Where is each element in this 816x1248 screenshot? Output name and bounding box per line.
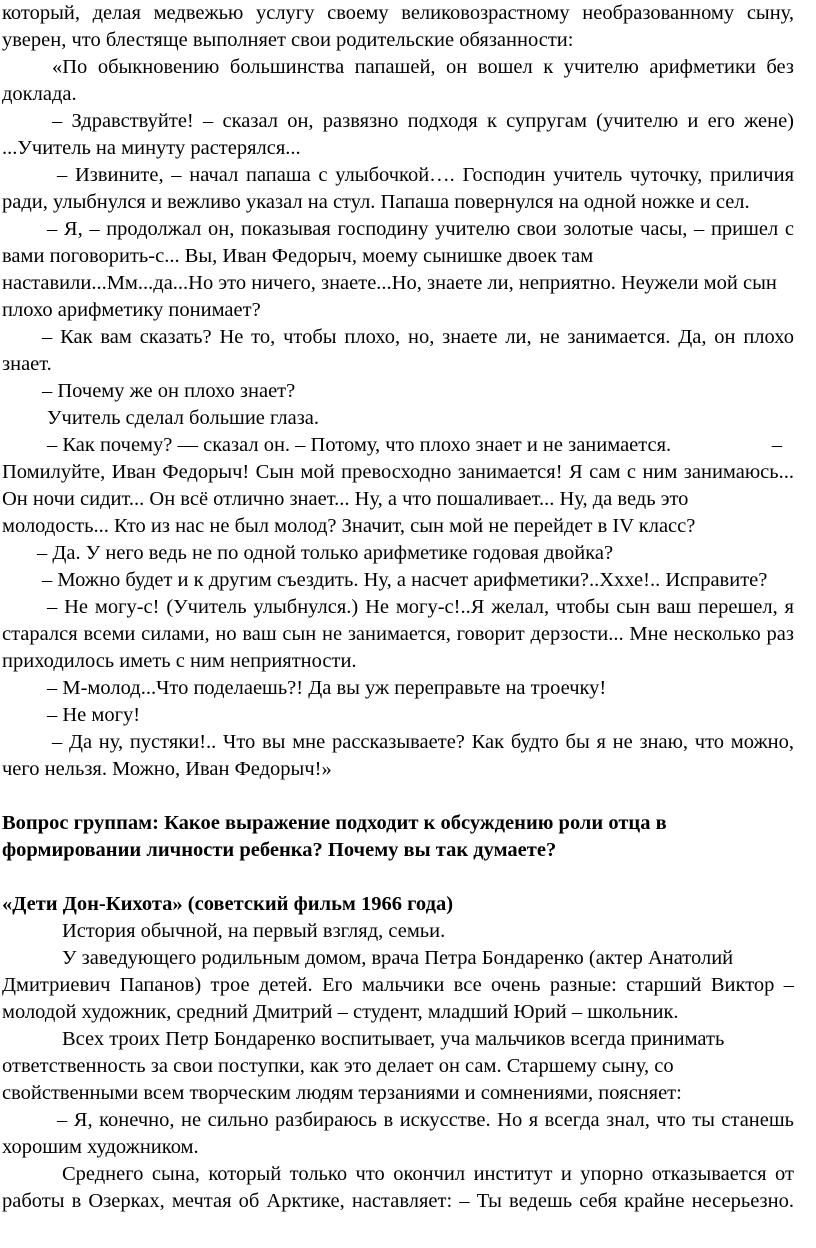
text-line: ...Учитель на минуту растерялся... xyxy=(2,137,301,159)
text-line: молодость... Кто из нас не был молод? Значит, сын мой не перейдет в IV класс? xyxy=(2,515,696,537)
text-line: работы в Озерках, мечтая об Арктике, наставляет: – Ты ведешь себя крайне несерьезно. xyxy=(2,1190,794,1212)
text-line: свойственными всем творческим людям терзаниями и сомнениями, поясняет: xyxy=(2,1082,682,1104)
text-line: наставили...Мм...да...Но это ничего, знаете...Но, знаете ли, неприятно. Неужели мой сын xyxy=(2,272,777,294)
text-line: молодой художник, средний Дмитрий – студент, младший Юрий – школьник. xyxy=(2,1001,679,1023)
section-heading: Вопрос группам: Какое выражение подходит к обсуждению роли отца в xyxy=(2,812,667,834)
text-line: который, делая медвежью услугу своему великовозрастному необразованному сыну, xyxy=(2,2,794,24)
text-line: формировании личности ребенка? Почему вы так думаете? xyxy=(2,839,557,861)
text-line: знает. xyxy=(2,353,52,375)
text-line: – Здравствуйте! – сказал он, развязно подходя к супругам (учителю и его жене) xyxy=(52,110,794,132)
text-line: У заведующего родильным домом, врача Петра Бондаренко (актер Анатолий xyxy=(62,947,734,969)
text-line: плохо арифметику понимает? xyxy=(2,299,261,321)
text-line: Среднего сына, который только что окончил институт и упорно отказывается от xyxy=(62,1163,794,1185)
text-line: – Можно будет и к другим съездить. Ну, а насчет арифметики?..Хххе!.. Исправите? xyxy=(42,569,768,591)
text-line xyxy=(2,432,794,459)
text-line: доклада. xyxy=(2,83,77,105)
text-line: – Как вам сказать? Не то, чтобы плохо, но, знаете ли, не занимается. Да, он плохо xyxy=(42,326,794,348)
text-line: – Не могу! xyxy=(47,704,141,726)
text-line: – Почему же он плохо знает? xyxy=(42,380,296,402)
text-line: – Извините, – начал папаша с улыбочкой…. Господин учитель чуточку, приличия xyxy=(57,164,794,186)
text-line: – Я, конечно, не сильно разбираюсь в искусстве. Но я всегда знал, что ты станешь xyxy=(57,1109,794,1131)
text-line: старался всеми силами, но ваш сын не занимается, говорит дерзости... Мне несколько раз xyxy=(2,623,794,645)
text-line: «По обыкновению большинства папашей, он вошел к учителю арифметики без xyxy=(52,56,794,78)
blank-line xyxy=(2,783,794,810)
text-line: – Я, – продолжал он, показывая господину учителю свои золотые часы, – пришел с xyxy=(47,218,794,240)
text-line: – Да. У него ведь не по одной только арифметике годовая двойка? xyxy=(37,542,614,564)
text-line: уверен, что блестяще выполняет свои родительские обязанности: xyxy=(2,29,574,51)
text-line: вами поговорить-с... Вы, Иван Федорыч, моему сынишке двоек там xyxy=(2,245,594,267)
text-line: чего нельзя. Можно, Иван Федорыч!» xyxy=(2,758,332,780)
text-line: ради, улыбнулся и вежливо указал на стул. Папаша повернулся на одной ножке и сел. xyxy=(2,191,750,213)
text-line: Он ночи сидит... Он всё отлично знает... Ну, а что пошаливает... Ну, да ведь это xyxy=(2,488,689,510)
text-line: – Не могу-с! (Учитель улыбнулся.) Не могу-с!..Я желал, чтобы сын ваш перешел, я xyxy=(47,596,794,618)
text-line: Всех троих Петр Бондаренко воспитывает, уча мальчиков всегда принимать xyxy=(62,1028,725,1050)
text-line: хорошим художником. xyxy=(2,1136,199,1158)
text-line: ответственность за свои поступки, как это делает он сам. Старшему сыну, со xyxy=(2,1055,674,1077)
section-heading: «Дети Дон-Кихота» (советский фильм 1966 года) xyxy=(2,893,454,915)
text-line: – М-молод...Что поделаешь?! Да вы уж переправьте на троечку! xyxy=(47,677,607,699)
blank-line xyxy=(2,864,794,891)
text-line: История обычной, на первый взгляд, семьи. xyxy=(62,920,446,942)
text-line: Помилуйте, Иван Федорыч! Сын мой превосходно занимается! Я сам с ним занимаюсь... xyxy=(2,461,794,483)
line-text: – Как почему? — сказал он. – Потому, что плохо знает и не занимается. xyxy=(47,434,672,456)
line-tail: – xyxy=(771,434,782,456)
text-line: приходилось иметь с ним неприятности. xyxy=(2,650,357,672)
text-line: – Да ну, пустяки!.. Что вы мне рассказываете? Как будто бы я не знаю, что можно, xyxy=(52,731,794,753)
text-line: Учитель сделал большие глаза. xyxy=(47,407,320,429)
text-line: Дмитриевич Папанов) трое детей. Его мальчики все очень разные: старший Виктор – xyxy=(2,974,794,996)
